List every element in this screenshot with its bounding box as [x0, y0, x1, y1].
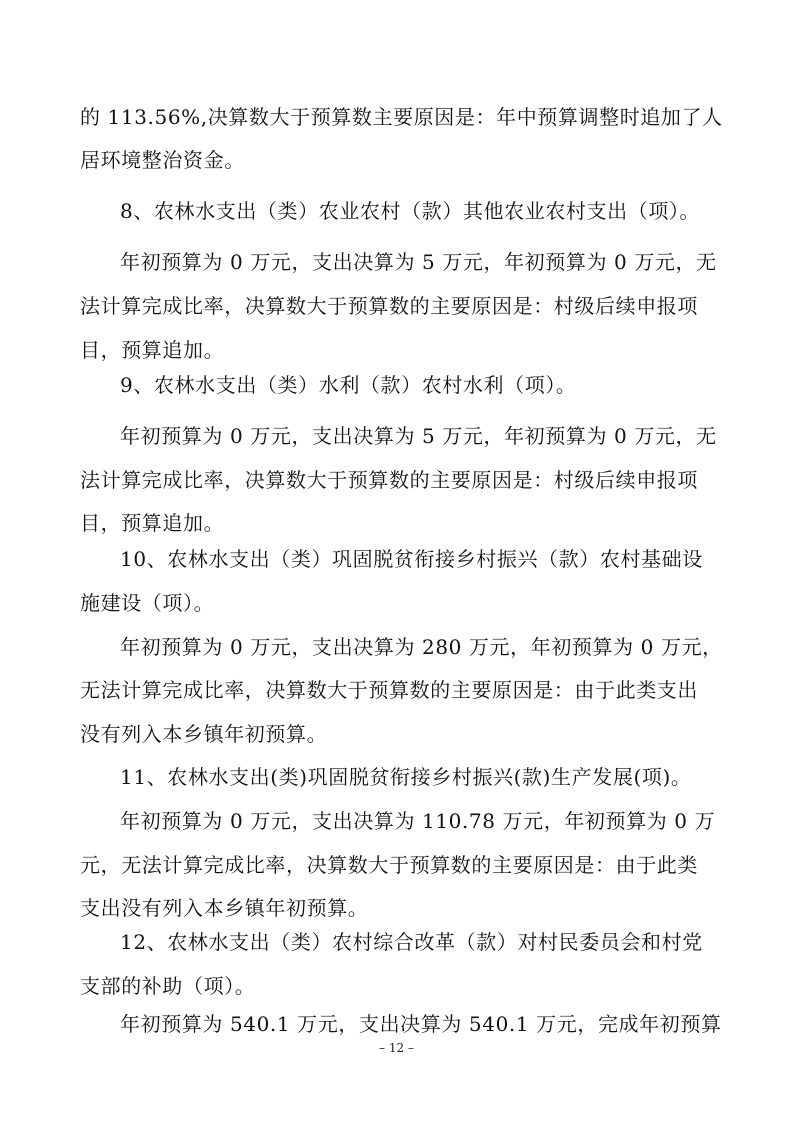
section-heading-11: 11、农林水支出(类)巩固脱贫衔接乡村振兴(款)生产发展(项)。 [120, 765, 692, 789]
paragraph-line: 年初预算为 0 万元，支出决算为 5 万元，年初预算为 0 万元，无 [120, 424, 717, 448]
paragraph-line: 的 113.56%,决算数大于预算数主要原因是：年中预算调整时追加了人 [80, 105, 723, 129]
section-heading-9: 9、农林水支出（类）水利（款）农村水利（项）。 [120, 373, 577, 397]
paragraph-line: 目，预算追加。 [80, 338, 225, 362]
section-heading-12-cont: 支部的补助（项）。 [80, 974, 256, 998]
paragraph-line: 无法计算完成比率，决算数大于预算数的主要原因是：由于此类支出 [80, 678, 698, 702]
section-heading-10: 10、农林水支出（类）巩固脱贫衔接乡村振兴（款）农村基础设 [120, 547, 703, 571]
paragraph-line: 年初预算为 0 万元，支出决算为 110.78 万元，年初预算为 0 万 [120, 809, 716, 833]
section-heading-8: 8、农林水支出（类）农业农村（款）其他农业农村支出（项）。 [120, 199, 701, 223]
paragraph-line: 年初预算为 540.1 万元，支出决算为 540.1 万元，完成年初预算 [120, 1012, 722, 1036]
section-heading-12: 12、农林水支出（类）农村综合改革（款）对村民委员会和村党 [120, 930, 703, 954]
paragraph-line: 法计算完成比率，决算数大于预算数的主要原因是：村级后续申报项 [80, 468, 698, 492]
paragraph-line: 支出没有列入本乡镇年初预算。 [80, 896, 369, 920]
page-number: – 12 – [379, 1041, 414, 1055]
paragraph-line: 居环境整治资金。 [80, 148, 245, 172]
section-heading-10-cont: 施建设（项）。 [80, 591, 215, 615]
paragraph-line: 没有列入本乡镇年初预算。 [80, 722, 328, 746]
paragraph-line: 元，无法计算完成比率，决算数大于预算数的主要原因是：由于此类 [80, 853, 698, 877]
paragraph-line: 目，预算追加。 [80, 511, 225, 535]
paragraph-line: 年初预算为 0 万元，支出决算为 280 万元，年初预算为 0 万元， [120, 635, 723, 659]
paragraph-line: 法计算完成比率，决算数大于预算数的主要原因是：村级后续申报项 [80, 294, 698, 318]
paragraph-line: 年初预算为 0 万元，支出决算为 5 万元，年初预算为 0 万元，无 [120, 250, 717, 274]
